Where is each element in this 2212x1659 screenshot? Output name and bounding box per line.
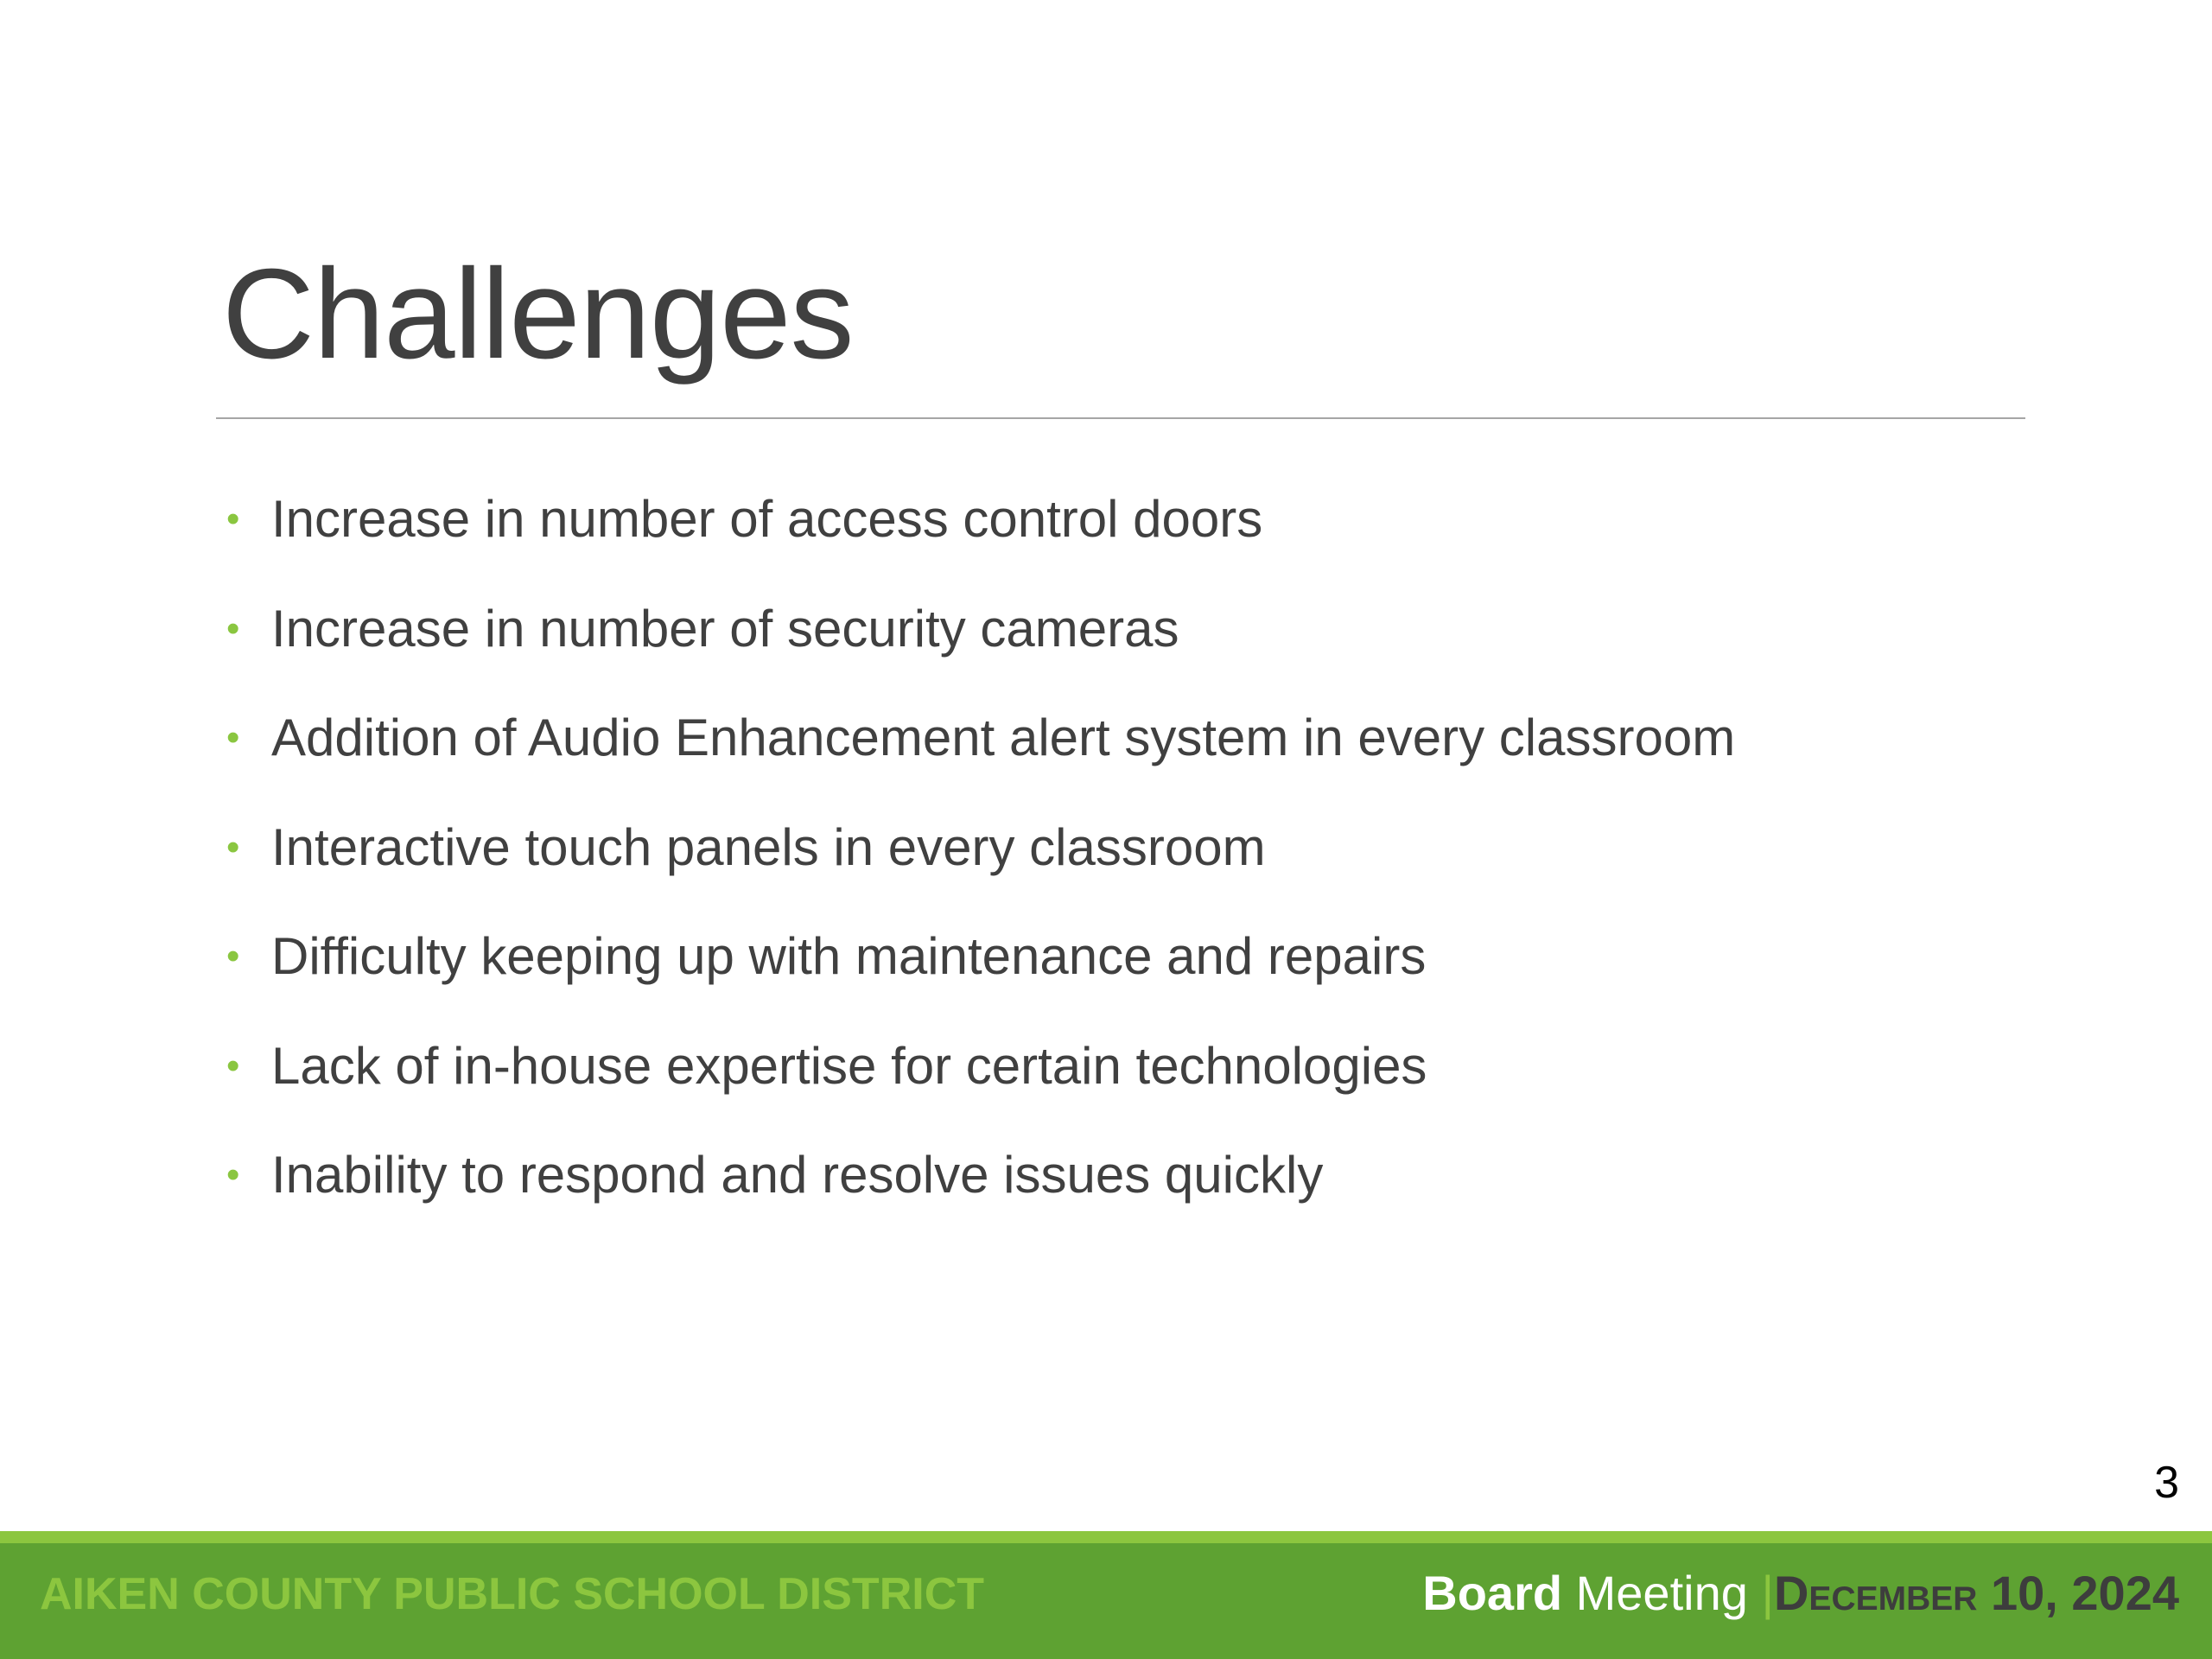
meeting-date: December 10, 2024: [1773, 1566, 2179, 1620]
bullet-dot-icon: •: [226, 716, 240, 759]
bullet-list: [223, 482, 1735, 1248]
bullet-item: [223, 810, 1735, 920]
bullet-dot-icon: •: [226, 825, 240, 868]
bullet-text: Addition of Audio Enhancement alert system in every classroom: [271, 709, 1736, 766]
title-divider: [216, 417, 2025, 419]
meeting-info: [1422, 1567, 2179, 1620]
meeting-board-label: Board: [1422, 1566, 1563, 1620]
bullet-text: Interactive touch panels in every classroom: [271, 817, 1266, 876]
footer-accent-stripe: [0, 1531, 2212, 1543]
bullet-text: Inability to respond and resolve issues quickly: [271, 1146, 1324, 1204]
bullet-item: [223, 592, 1735, 702]
meeting-separator: |: [1761, 1566, 1774, 1620]
bullet-text: Increase in number of access control doors: [271, 490, 1263, 548]
page-number: 3: [2154, 1458, 2179, 1508]
bullet-dot-icon: •: [226, 935, 240, 977]
bullet-item: [223, 1029, 1735, 1139]
bullet-dot-icon: •: [226, 1154, 240, 1196]
bullet-item: [223, 1138, 1735, 1248]
bullet-item: [223, 482, 1735, 592]
bullet-text: Increase in number of security cameras: [271, 599, 1179, 658]
bullet-text: Difficulty keeping up with maintenance and repairs: [271, 927, 1427, 985]
slide-title: Challenges: [222, 243, 854, 385]
bullet-text: Lack of in-house expertise for certain technologies: [271, 1036, 1427, 1095]
bullet-dot-icon: •: [226, 498, 240, 540]
bullet-dot-icon: •: [226, 607, 240, 650]
bullet-item: [223, 701, 1735, 810]
bullet-dot-icon: •: [226, 1044, 240, 1087]
bullet-item: [223, 919, 1735, 1029]
meeting-label: Meeting: [1575, 1566, 1748, 1620]
district-name: AIKEN COUNTY PUBLIC SCHOOL DISTRICT: [40, 1569, 985, 1619]
